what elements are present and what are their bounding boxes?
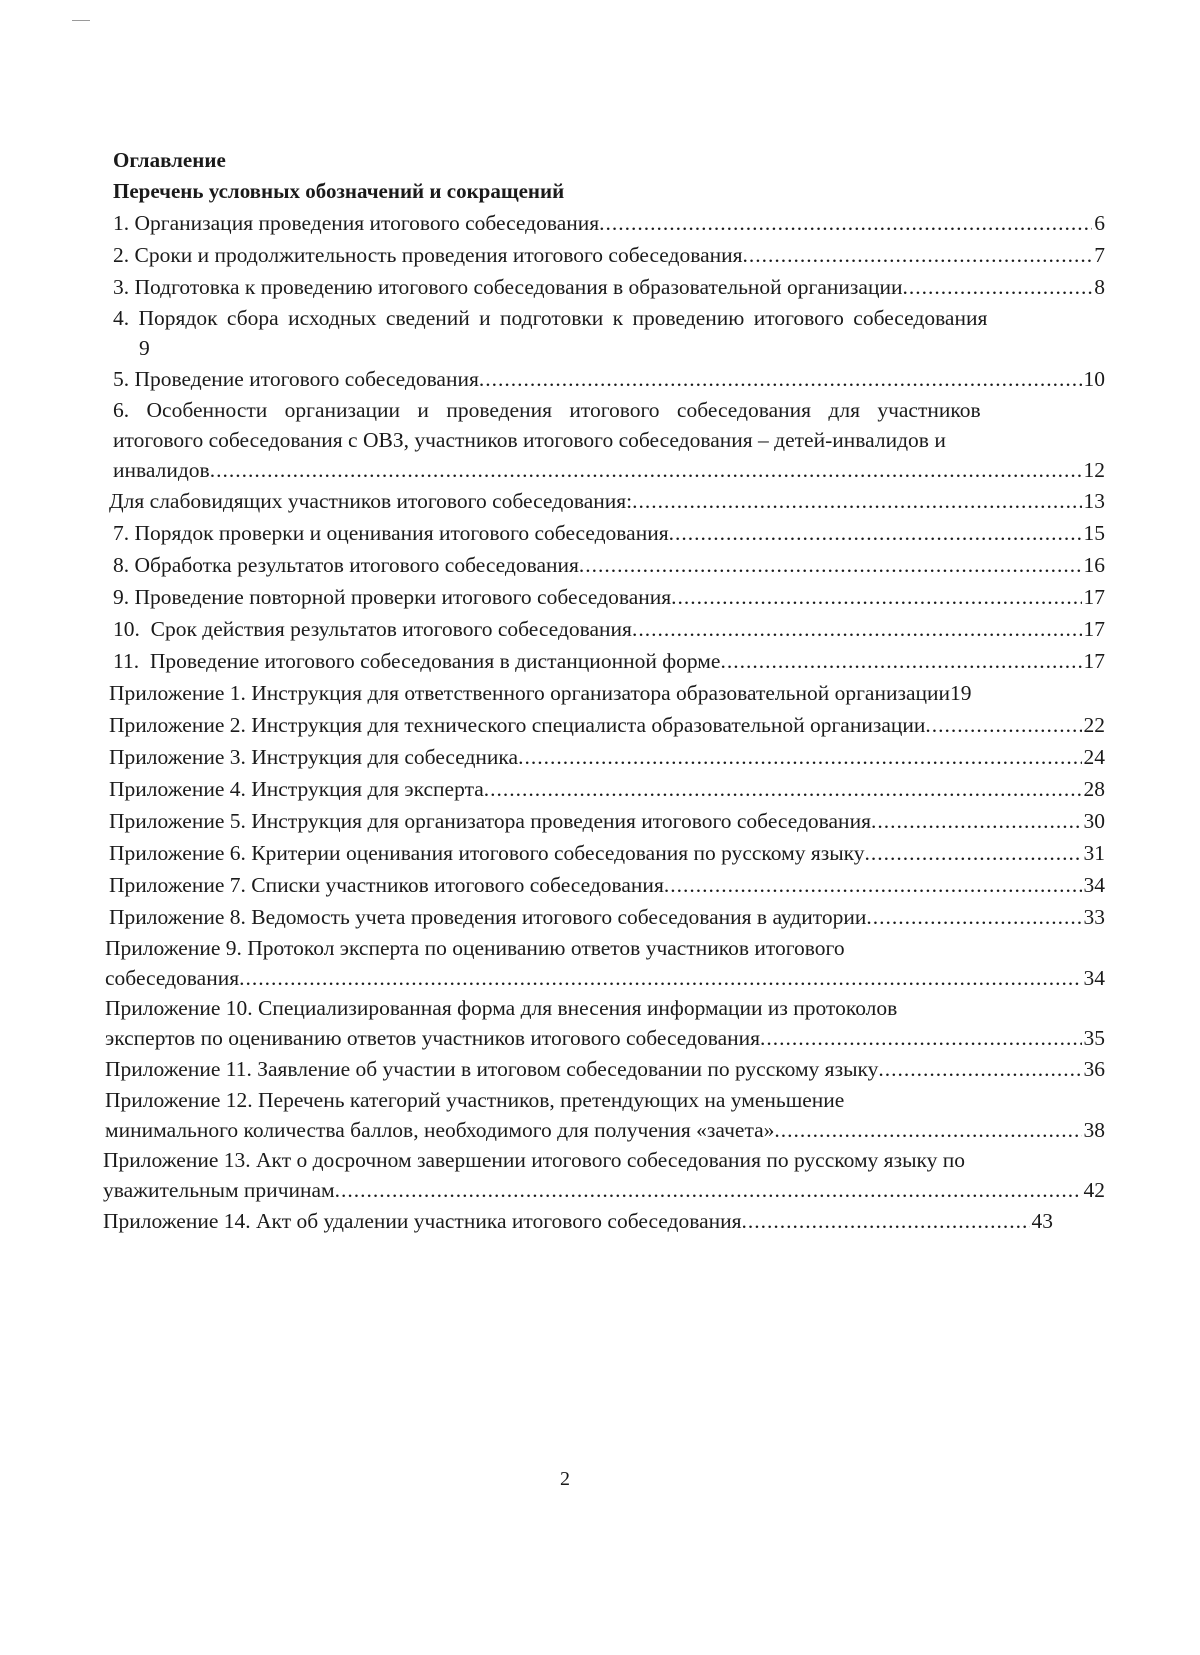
- toc-entry-appendix-2[interactable]: [109, 709, 1105, 741]
- toc-entry-label: 5. Проведение итогового собеседования: [113, 367, 479, 391]
- toc-entry-label: Приложение 5. Инструкция для организатора проведения итогового собеседования: [109, 809, 871, 833]
- dot-leader: [479, 363, 1082, 395]
- toc-entry-label: экспертов по оцениванию ответов участников итогового собеседования: [105, 1026, 761, 1050]
- toc-entry-label: 8. Обработка результатов итогового собеседования: [113, 553, 579, 577]
- toc-entry-label: Приложение 11. Заявление об участии в итоговом собеседовании по русскому языку: [105, 1057, 879, 1081]
- toc-entry-label: Приложение 7. Списки участников итогового собеседования: [109, 873, 664, 897]
- dot-leader: [878, 1053, 1081, 1085]
- toc-subheading: Перечень условных обозначений и сокращений: [113, 179, 565, 203]
- toc-entry-page: 30: [1083, 809, 1105, 833]
- toc-entry-2[interactable]: [113, 239, 1105, 271]
- toc-entry-page: 17: [1083, 649, 1105, 673]
- toc-entry-9[interactable]: [113, 581, 1105, 613]
- dot-leader: [742, 1205, 1030, 1237]
- toc-entry-page: 9: [139, 336, 150, 360]
- dot-leader: [774, 1115, 1081, 1145]
- dot-leader: [720, 645, 1081, 677]
- dot-leader: [632, 485, 1081, 517]
- toc-entry-appendix-13[interactable]: [103, 1145, 1105, 1205]
- toc-entry-4[interactable]: [113, 303, 1105, 363]
- toc-entry-page: 13: [1083, 489, 1105, 513]
- toc-entry-label: 9. Проведение повторной проверки итогового собеседования: [113, 585, 672, 609]
- toc-entry-label: Приложение 1. Инструкция для ответственного организатора образовательной организации: [109, 681, 951, 705]
- toc-entry-label: уважительным причинам: [103, 1178, 335, 1202]
- dot-leader: [632, 613, 1082, 645]
- toc-entry-page: 7: [1094, 243, 1105, 267]
- toc-entry-page: 10: [1083, 367, 1105, 391]
- toc-entry-page: 38: [1083, 1118, 1105, 1142]
- toc-entry-appendix-12[interactable]: [105, 1085, 1105, 1145]
- toc-entry-label: Приложение 2. Инструкция для технического специалиста образовательной организации: [109, 713, 926, 737]
- toc-entry-5[interactable]: [113, 363, 1105, 395]
- toc-entry-10[interactable]: [113, 613, 1105, 645]
- toc-entry-page: 8: [1094, 275, 1105, 299]
- toc-entry-page: 16: [1083, 553, 1105, 577]
- dot-leader: [866, 901, 1081, 933]
- dot-leader: [484, 773, 1082, 805]
- toc-entry-page: 42: [1083, 1178, 1105, 1202]
- toc-entry-appendix-6[interactable]: [109, 837, 1105, 869]
- toc-entry-appendix-10[interactable]: [105, 993, 1105, 1053]
- toc-entry-label: собеседования: [105, 966, 240, 990]
- dot-leader: [599, 207, 1092, 239]
- table-of-contents: [103, 145, 1105, 1237]
- toc-entry-appendix-4[interactable]: [109, 773, 1105, 805]
- toc-entry-page: 34: [1083, 873, 1105, 897]
- toc-entry-11[interactable]: [113, 645, 1105, 677]
- toc-entry-label: итогового собеседования с ОВЗ, участников итогового собеседования – детей-инвалидов и: [113, 428, 946, 452]
- toc-entry-appendix-9[interactable]: [105, 933, 1105, 993]
- toc-entry-8[interactable]: [113, 549, 1105, 581]
- toc-entry-6[interactable]: [113, 395, 1105, 485]
- dot-leader: [579, 549, 1082, 581]
- toc-entry-appendix-1[interactable]: [109, 677, 1105, 709]
- toc-entry-page: 31: [1083, 841, 1105, 865]
- dot-leader: [743, 239, 1093, 271]
- toc-entry-label: 7. Порядок проверки и оценивания итогового собеседования: [113, 521, 669, 545]
- toc-entry-appendix-14[interactable]: [103, 1205, 1053, 1237]
- dot-leader: [903, 271, 1093, 303]
- toc-entry-label: Приложение 12. Перечень категорий участников, претендующих на уменьшение: [105, 1088, 845, 1112]
- dot-leader: [871, 805, 1082, 837]
- toc-entry-appendix-5[interactable]: [109, 805, 1105, 837]
- toc-entry-label: Приложение 8. Ведомость учета проведения итогового собеседования в аудитории: [109, 905, 867, 929]
- dot-leader: [239, 963, 1081, 993]
- toc-entry-page: 19: [950, 681, 972, 705]
- dot-leader: [671, 581, 1081, 613]
- toc-entry-label: 4. Порядок сбора исходных сведений и подготовки к проведению итогового собеседования: [113, 306, 988, 330]
- toc-entry-page: 12: [1083, 458, 1105, 482]
- toc-entry-3[interactable]: [113, 271, 1105, 303]
- toc-entry-appendix-11[interactable]: [105, 1053, 1105, 1085]
- toc-title: Оглавление: [113, 148, 226, 172]
- page-number: 2: [560, 1468, 570, 1490]
- dot-leader: [865, 837, 1082, 869]
- toc-entry-page: 34: [1083, 966, 1105, 990]
- toc-entry-label: 6. Особенности организации и проведения итогового собеседования для участников: [113, 398, 981, 422]
- dot-leader: [210, 455, 1082, 485]
- toc-entry-appendix-7[interactable]: [109, 869, 1105, 901]
- toc-entry-label: инвалидов: [113, 458, 210, 482]
- toc-entry-label: Приложение 4. Инструкция для эксперта: [109, 777, 484, 801]
- toc-entry-label: 2. Сроки и продолжительность проведения итогового собеседования: [113, 243, 743, 267]
- toc-entry-page: 17: [1083, 585, 1105, 609]
- toc-entry-label: Приложение 6. Критерии оценивания итогового собеседования по русскому языку: [109, 841, 865, 865]
- dot-leader: [669, 517, 1082, 549]
- toc-entry-label: Приложение 3. Инструкция для собеседника: [109, 745, 519, 769]
- toc-entry-label: Приложение 10. Специализированная форма для внесения информации из протоколов: [105, 996, 898, 1020]
- toc-entry-page: 36: [1083, 1057, 1105, 1081]
- toc-entry-appendix-8[interactable]: [109, 901, 1105, 933]
- toc-entry-page: 24: [1083, 745, 1105, 769]
- toc-entry-page: 33: [1083, 905, 1105, 929]
- toc-entry-page: 6: [1094, 211, 1105, 235]
- toc-entry-page: 43: [1031, 1209, 1053, 1233]
- toc-entry-label: Приложение 14. Акт об удалении участника итогового собеседования: [103, 1209, 742, 1233]
- toc-entry-page: 35: [1083, 1026, 1105, 1050]
- toc-entry-page: 28: [1083, 777, 1105, 801]
- toc-entry-label: Для слабовидящих участников итогового собеседования:: [109, 489, 633, 513]
- dot-leader: [335, 1175, 1082, 1205]
- toc-entry-label: 11. Проведение итогового собеседования в дистанционной форме: [113, 649, 721, 673]
- toc-entry-label: 1. Организация проведения итогового собеседования: [113, 211, 600, 235]
- toc-entry-visually-impaired[interactable]: [109, 485, 1105, 517]
- dot-leader: [925, 709, 1081, 741]
- dot-leader: [760, 1023, 1081, 1053]
- dot-leader: [518, 741, 1081, 773]
- dot-leader: [664, 869, 1082, 901]
- toc-entry-page: 22: [1083, 713, 1105, 737]
- scan-mark: [72, 20, 90, 21]
- toc-entry-appendix-3[interactable]: [109, 741, 1105, 773]
- toc-entry-7[interactable]: [113, 517, 1105, 549]
- toc-entry-page: 17: [1083, 617, 1105, 641]
- toc-entry-label: 3. Подготовка к проведению итогового собеседования в образовательной организации: [113, 275, 903, 299]
- toc-entry-1[interactable]: [113, 207, 1105, 239]
- toc-entry-label: минимального количества баллов, необходимого для получения «зачета»: [105, 1118, 775, 1142]
- toc-entry-page: 15: [1083, 521, 1105, 545]
- toc-entry-label: Приложение 9. Протокол эксперта по оцениванию ответов участников итогового: [105, 936, 845, 960]
- toc-entry-label: Приложение 13. Акт о досрочном завершении итогового собеседования по русскому языку по: [103, 1148, 966, 1172]
- toc-entry-label: 10. Срок действия результатов итогового собеседования: [113, 617, 632, 641]
